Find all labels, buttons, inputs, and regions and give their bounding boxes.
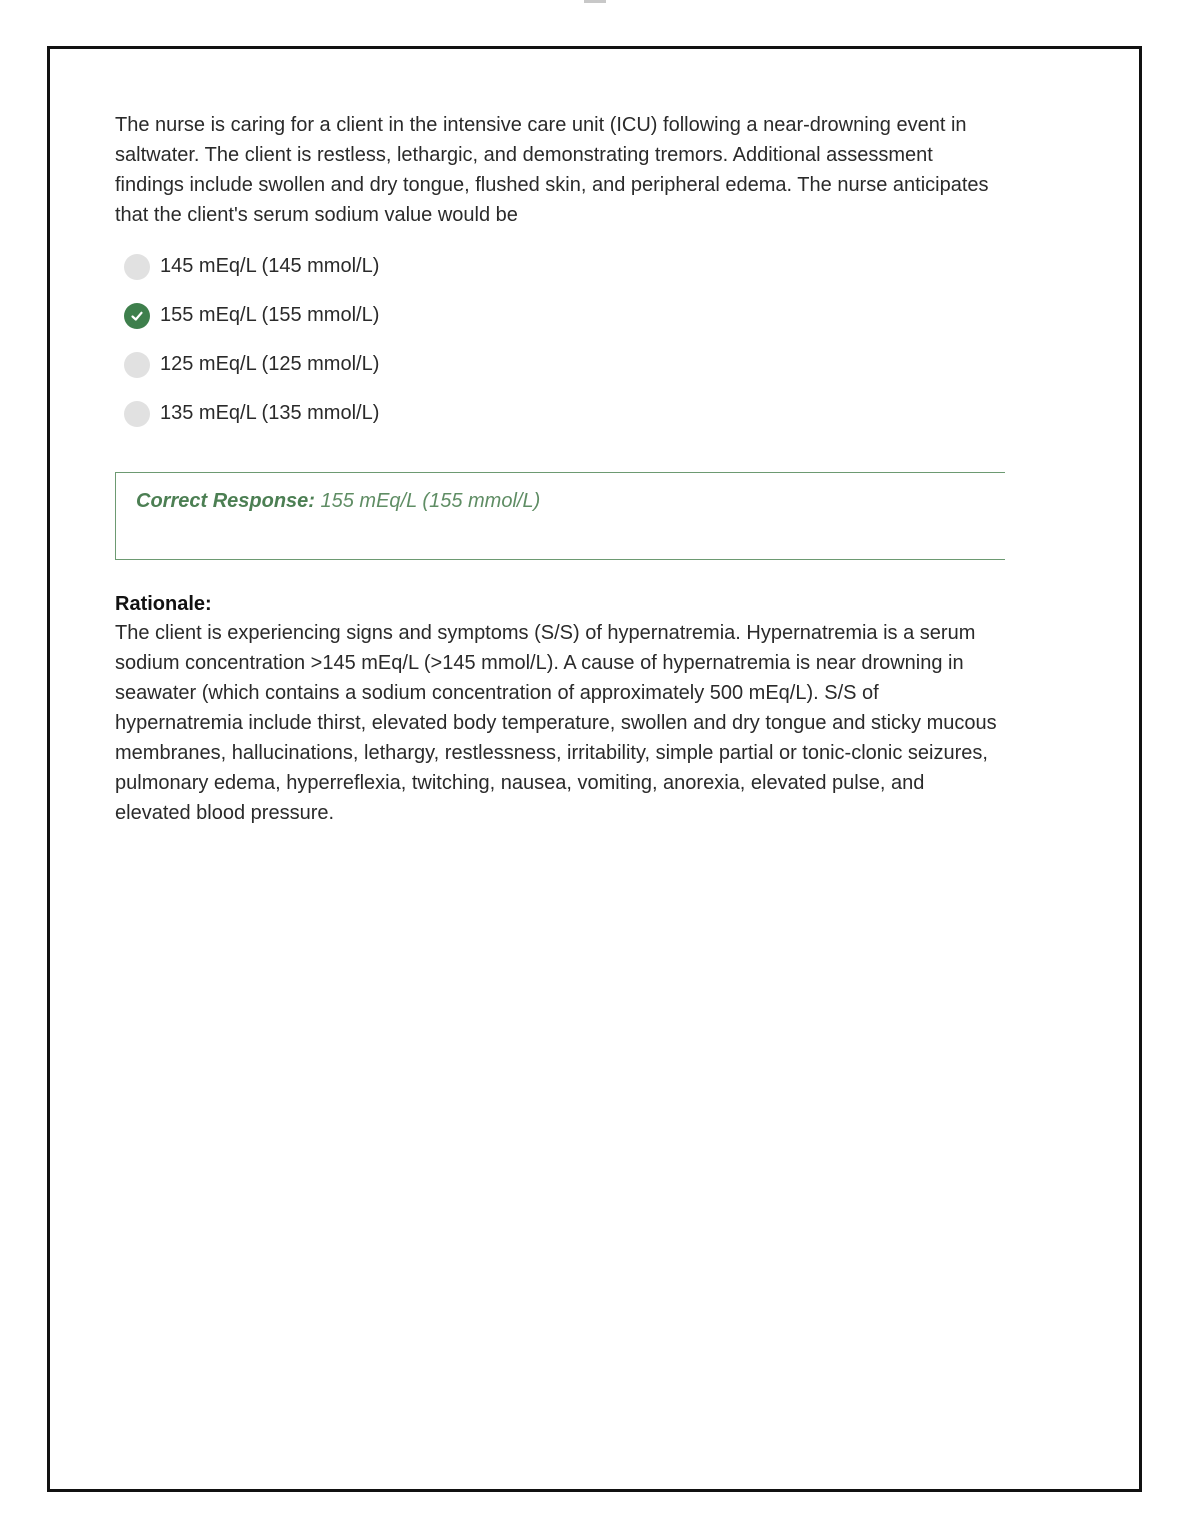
answer-option-label: 135 mEq/L (135 mmol/L): [160, 402, 380, 424]
correct-response-label: Correct Response:: [136, 490, 315, 512]
page-header-mark: [584, 0, 606, 3]
checkmark-icon: [129, 308, 145, 324]
answer-option-label: 145 mEq/L (145 mmol/L): [160, 255, 380, 277]
answer-option[interactable]: [115, 242, 1005, 291]
question-content: [115, 110, 1005, 828]
answer-option[interactable]: [115, 291, 1005, 340]
answer-option-label: 155 mEq/L (155 mmol/L): [160, 304, 380, 326]
correct-response-value: 155 mEq/L (155 mmol/L): [320, 490, 541, 512]
answer-option-label: 125 mEq/L (125 mmol/L): [160, 353, 380, 375]
radio-unselected-icon[interactable]: [124, 254, 150, 280]
check-circle-icon[interactable]: [124, 303, 150, 329]
answer-option[interactable]: [115, 389, 1005, 438]
radio-unselected-icon[interactable]: [124, 401, 150, 427]
question-text: The nurse is caring for a client in the intensive care unit (ICU) following a near-drowning event in saltwater. The client is restless, lethargic, and demonstrating tremors. Additional assessment findings include swollen and dry tongue, flushed skin, and peripheral edema. The nurse anticipates that the client's serum sodium value would be: [115, 114, 989, 226]
rationale-text: The client is experiencing signs and symptoms (S/S) of hypernatremia. Hypernatremia is a serum sodium concentration >145 mEq/L (>145 mmol/L). A cause of hypernatremia is near drowning in seawater (which contains a sodium concentration of approximately 500 mEq/L). S/S of hypernatremia include thirst, elevated body temperature, swollen and dry tongue and sticky mucous membranes, hallucinations, lethargy, restlessness, irritability, simple partial or tonic-clonic seizures, pulmonary edema, hyperreflexia, twitching, nausea, vomiting, anorexia, elevated pulse, and elevated blood pressure.: [115, 622, 997, 824]
correct-response-box: [115, 472, 1005, 560]
answer-option[interactable]: [115, 340, 1005, 389]
radio-unselected-icon[interactable]: [124, 352, 150, 378]
rationale-title: Rationale:: [115, 593, 212, 615]
answer-options: [115, 242, 1005, 438]
